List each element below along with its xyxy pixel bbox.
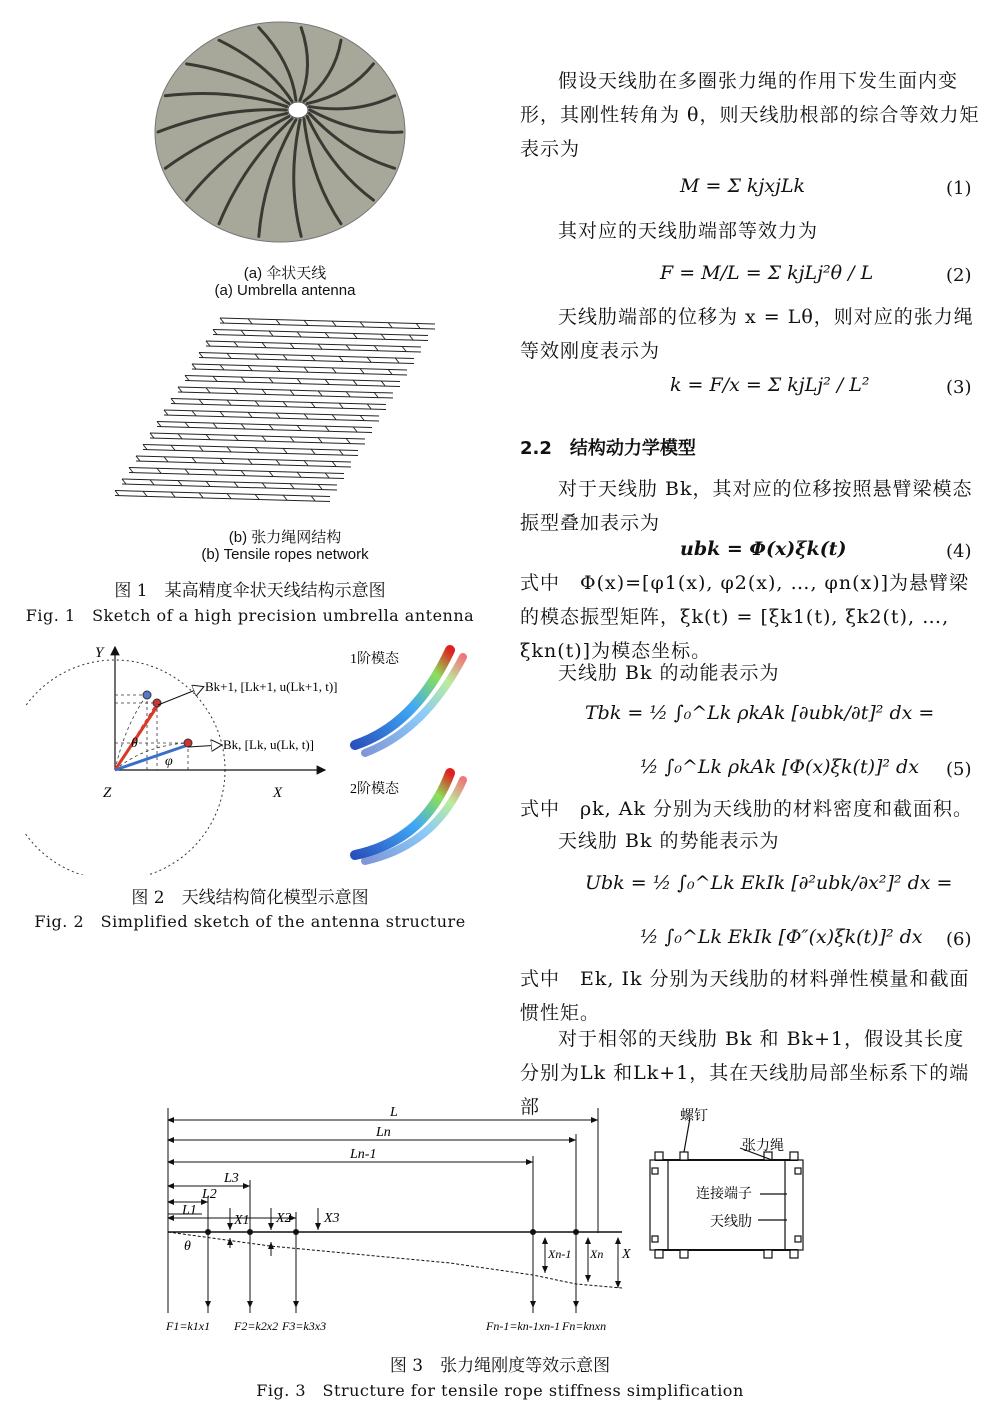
rope-line: [136, 461, 351, 467]
axis-y-label: Y: [95, 645, 104, 661]
paragraph-1: 假设天线肋在多圈张力绳的作用下发生面内变形，其刚性转角为 θ，则天线肋根部的综合等效力矩表示为: [520, 70, 980, 160]
rope-tie: [178, 434, 182, 439]
rope-line: [143, 450, 358, 456]
fig1-caption-en: Fig. 1 Sketch of a high precision umbrella antenna: [25, 606, 475, 625]
rope-line: [136, 456, 351, 462]
rope-line: [164, 410, 379, 416]
paragraph-2: 其对应的天线肋端部等效力为: [558, 220, 819, 242]
rope-line: [192, 369, 407, 375]
rope-tie: [199, 446, 203, 451]
dim-Ln1: Ln-1: [350, 1147, 377, 1162]
rope-tie: [234, 482, 238, 487]
equation-5b: ½ ∫₀^Lk ρkAk [Φ(x)ξk(t)]² dx: [640, 756, 919, 778]
paragraph-8: 天线肋 Bk 的势能表示为: [558, 830, 780, 852]
rope-line: [199, 353, 414, 359]
equation-4-number: (4): [946, 541, 972, 562]
rib-bk-line: [115, 745, 188, 770]
rope-line: [185, 376, 400, 382]
label-X3: X3: [324, 1211, 340, 1226]
rope-line: [164, 415, 379, 421]
rope-tie: [227, 400, 231, 405]
rope-line: [122, 479, 337, 485]
section-heading: 2.2 结构动力学模型: [520, 438, 696, 459]
rope-tie: [136, 456, 140, 461]
rope-line: [178, 392, 393, 398]
rope-tie: [234, 435, 238, 440]
rope-tie: [297, 379, 301, 384]
equation-2-number: (2): [946, 265, 972, 286]
dim-L: L: [390, 1105, 398, 1120]
rope-line: [150, 433, 365, 439]
fig2-caption-en: Fig. 2 Simplified sketch of the antenna structure: [34, 912, 466, 931]
paragraph-5: 式中 Φ(x)=[φ1(x), φ2(x), …, φn(x)]为悬臂梁的模态振型矩阵，ξk(t) = [ξk1(t), ξk2(t), …, ξkn(t)]为模态坐标。: [520, 572, 970, 662]
rope-tie: [269, 331, 273, 336]
rope-tie: [241, 330, 245, 335]
rope-tie: [178, 481, 182, 486]
rope-tie: [220, 412, 224, 417]
rope-tie: [304, 367, 308, 372]
rope-tie: [178, 387, 182, 392]
rope-line: [185, 381, 400, 387]
rope-tie: [199, 353, 203, 358]
dim-L2: L2: [202, 1187, 217, 1202]
rope-tie: [241, 471, 245, 476]
rope-tie: [199, 399, 203, 404]
rope-tie: [164, 410, 168, 415]
paragraph-6: 天线肋 Bk 的动能表示为: [558, 662, 780, 684]
rope-line: [171, 404, 386, 410]
rope-tie: [192, 364, 196, 369]
dim-L1: L1: [182, 1203, 197, 1218]
rope-tie: [255, 448, 259, 453]
rope-tie: [185, 376, 189, 381]
rope-tie: [150, 433, 154, 438]
rope-tie: [206, 388, 210, 393]
label-X2: X2: [276, 1211, 292, 1226]
rope-tie: [227, 447, 231, 452]
fig3-caption-en: Fig. 3 Structure for tensile rope stiffness simplification: [256, 1381, 744, 1400]
rope-line: [220, 318, 435, 324]
rope-tie: [171, 399, 175, 404]
equation-3: k = F/x = Σ kjLj² / L²: [670, 374, 870, 396]
rope-tie: [325, 333, 329, 338]
rope-tie: [255, 354, 259, 359]
fig1-sub-a-en: (a) Umbrella antenna: [214, 282, 356, 299]
label-Xn1: Xn-1: [548, 1247, 572, 1261]
force-F2: F2=k2x2: [234, 1319, 279, 1333]
theta-label-fig3: θ: [184, 1239, 191, 1254]
rope-tie: [157, 468, 161, 473]
force-Fn1: Fn-1=kn-1xn-1: [486, 1319, 561, 1333]
rope-tie: [241, 424, 245, 429]
rope-tie: [206, 341, 210, 346]
rope-line: [220, 323, 435, 329]
rope-tie: [248, 366, 252, 371]
rope-tie: [185, 469, 189, 474]
rope-tie: [220, 365, 224, 370]
rope-tie: [269, 378, 273, 383]
paragraph-3: 天线肋端部的位移为 x = Lθ，则对应的张力绳等效刚度表示为: [520, 306, 974, 362]
rope-tie: [129, 468, 133, 473]
rope-tie: [206, 435, 210, 440]
label-terminal: 连接端子: [696, 1187, 752, 1202]
paragraph-4: 对于天线肋 Bk，其对应的位移按照悬臂梁模态振型叠加表示为: [520, 478, 973, 534]
rope-tie: [150, 480, 154, 485]
rope-line: [213, 335, 428, 341]
label-bk1: Bk+1, [Lk+1, u(Lk+1, t)]: [205, 679, 338, 694]
axis-x-label: X: [273, 785, 283, 801]
rope-line: [192, 364, 407, 370]
dim-Ln: Ln: [376, 1125, 391, 1140]
force-F1: F1=k1x1: [166, 1319, 211, 1333]
force-F3: F3=k3x3: [282, 1319, 327, 1333]
rope-line: [178, 387, 393, 393]
rope-tie: [311, 356, 315, 361]
rope-tie: [164, 457, 168, 462]
rope-line: [171, 399, 386, 405]
paragraph-7: 式中 ρk, Ak 分别为天线肋的材料密度和截面积。: [520, 798, 974, 820]
equation-6-number: (6): [946, 929, 972, 950]
axis-z-label: Z: [103, 785, 112, 801]
rope-tie: [269, 425, 273, 430]
rope-tie: [234, 342, 238, 347]
rope-tie: [332, 321, 336, 326]
rope-tie: [304, 320, 308, 325]
fig1-sub-a-cn: (a) 伞状天线: [243, 265, 327, 282]
rope-line: [115, 496, 330, 502]
equation-2: F = M/L = Σ kjLj²θ / L: [660, 262, 874, 284]
rope-tie: [171, 492, 175, 497]
rope-tie: [220, 458, 224, 463]
fig1-caption-cn: 图 1 某高精度伞状天线结构示意图: [114, 581, 386, 601]
equation-5a: Tbk = ½ ∫₀^Lk ρkAk [∂ubk/∂t]² dx =: [585, 702, 935, 724]
rope-line: [129, 473, 344, 479]
equation-6a: Ubk = ½ ∫₀^Lk EkIk [∂²ubk/∂x²]² dx =: [585, 872, 953, 894]
simplified-model-diagram: [25, 635, 485, 875]
rope-tie: [248, 319, 252, 324]
rope-tie: [283, 402, 287, 407]
rope-tie: [143, 445, 147, 450]
rope-tie: [122, 479, 126, 484]
stiffness-diagram: [150, 1098, 850, 1338]
rope-tie: [262, 389, 266, 394]
rope-tie: [262, 436, 266, 441]
rope-tie: [290, 390, 294, 395]
equation-1: M = Σ kjxjLk: [680, 175, 806, 197]
rope-tie: [143, 491, 147, 496]
rope-line: [199, 358, 414, 364]
fig1-sub-b-cn: (b) 张力绳网结构: [228, 529, 342, 546]
rope-tie: [213, 470, 217, 475]
rope-tie: [220, 318, 224, 323]
rope-tie: [262, 343, 266, 348]
rope-tie: [255, 401, 259, 406]
equation-6b: ½ ∫₀^Lk EkIk [Φ″(x)ξk(t)]² dx: [640, 926, 923, 948]
rope-line: [206, 346, 421, 352]
rope-line: [115, 491, 330, 497]
rope-tie: [248, 412, 252, 417]
rope-line: [213, 330, 428, 336]
rope-tie: [185, 422, 189, 427]
label-X: X: [622, 1247, 631, 1262]
rope-tie: [227, 494, 231, 499]
tensile-ropes-network-image: [90, 310, 470, 510]
rope-tie: [192, 458, 196, 463]
rope-tie: [297, 332, 301, 337]
rope-tie: [213, 423, 217, 428]
paragraph-10: 对于相邻的天线肋 Bk 和 Bk+1，假设其长度分别为Lk 和Lk+1，其在天线肋局部坐标系下的端部: [520, 1028, 970, 1118]
rope-line: [143, 445, 358, 451]
equation-1-number: (1): [946, 178, 972, 199]
rope-tie: [206, 481, 210, 486]
equation-5-number: (5): [946, 759, 972, 780]
rope-tie: [171, 445, 175, 450]
label-rib: 天线肋: [710, 1215, 752, 1230]
force-Fn: Fn=knxn: [562, 1319, 607, 1333]
mode2-label: 2阶模态: [350, 782, 399, 797]
equation-3-number: (3): [946, 377, 972, 398]
rope-tie: [276, 413, 280, 418]
rope-tie: [157, 422, 161, 427]
rope-tie: [283, 355, 287, 360]
label-X1: X1: [234, 1213, 250, 1228]
rope-tie: [213, 376, 217, 381]
rope-tie: [276, 320, 280, 325]
theta-label: θ: [131, 736, 138, 751]
label-rope: 张力绳: [742, 1139, 784, 1154]
rope-tie: [234, 389, 238, 394]
label-Xn: Xn: [590, 1247, 604, 1261]
phi-label: φ: [165, 754, 173, 769]
rope-tie: [199, 493, 203, 498]
rope-tie: [241, 377, 245, 382]
dim-L3: L3: [224, 1171, 239, 1186]
rope-line: [157, 427, 372, 433]
rope-line: [206, 341, 421, 347]
rope-tie: [248, 459, 252, 464]
rope-tie: [192, 411, 196, 416]
label-bk: Bk, [Lk, u(Lk, t)]: [223, 737, 314, 752]
label-screw: 螺钉: [680, 1109, 708, 1124]
rope-tie: [318, 344, 322, 349]
rope-line: [150, 438, 365, 444]
rope-tie: [276, 366, 280, 371]
fig1-sub-b-en: (b) Tensile ropes network: [201, 546, 369, 563]
rope-line: [129, 468, 344, 474]
rope-line: [122, 484, 337, 490]
fig3-caption-cn: 图 3 张力绳刚度等效示意图: [389, 1356, 611, 1376]
rope-tie: [290, 343, 294, 348]
rope-tie: [115, 491, 119, 496]
equation-4: ubk = Φ(x)ξk(t): [680, 538, 847, 560]
mode1-label: 1阶模态: [350, 652, 399, 667]
rope-tie: [227, 353, 231, 358]
umbrella-antenna-image: [135, 10, 435, 262]
rope-tie: [213, 330, 217, 335]
rope-line: [157, 422, 372, 428]
paragraph-9: 式中 Ek, Ik 分别为天线肋的材料弹性模量和截面惯性矩。: [520, 968, 970, 1024]
fig2-caption-cn: 图 2 天线结构简化模型示意图: [131, 888, 369, 908]
